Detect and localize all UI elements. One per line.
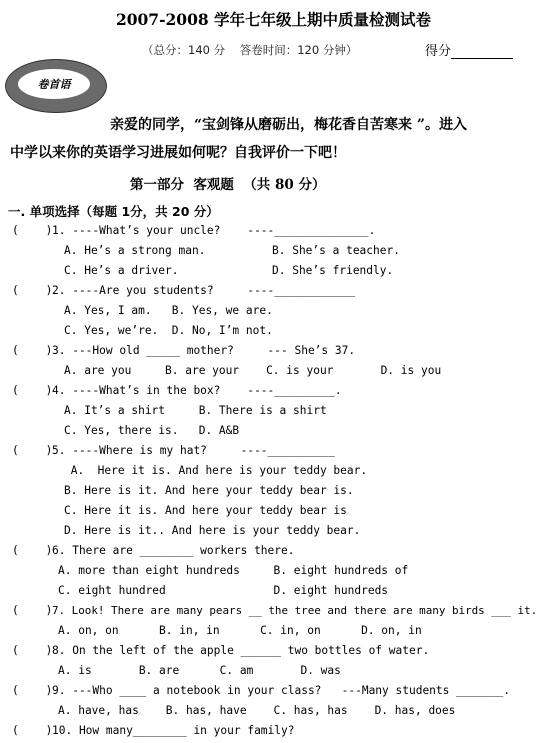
q1-option-b: B. She’s a teacher.	[272, 244, 400, 257]
q3-options: A. are you B. are your C. is your D. is you	[64, 364, 442, 377]
question-1-stem: 1. ----What’s your uncle? ----______________.	[52, 224, 376, 237]
q5-option-a: A. Here it is. And here is your teddy bear.	[64, 464, 368, 477]
score-field	[425, 40, 513, 59]
q5-option-b: B. Here is it. And here your teddy bear is.	[64, 484, 354, 497]
intro-line-2: 中学以来你的英语学习进展如何呢？自我评价一下吧！	[10, 145, 346, 161]
question-5-stem: 5. ----Where is my hat? ----__________	[52, 444, 335, 457]
q8-options: A. is B. are C. am D. was	[58, 664, 341, 677]
answer-paren-7[interactable]: ( )	[12, 604, 53, 617]
q6-options-cd: C. eight hundred D. eight hundreds	[58, 584, 389, 597]
q7-options: A. on, on B. in, in C. in, on D. on, in	[58, 624, 422, 637]
answer-paren-3[interactable]: ( )	[12, 344, 53, 357]
answer-paren-4[interactable]: ( )	[12, 384, 53, 397]
question-4-stem: 4. ----What’s in the box? ----_________.	[52, 384, 342, 397]
question-8-stem: 8. On the left of the apple ______ two bottles of water.	[52, 644, 430, 657]
q4-options-ab: A. It’s a shirt B. There is a shirt	[64, 404, 327, 417]
answer-paren-8[interactable]: ( )	[12, 644, 53, 657]
q5-option-c: C. Here it is. And here your teddy bear is	[64, 504, 347, 517]
section-one-heading: 一. 单项选择（每题 1分，共 20 分）	[8, 204, 219, 219]
question-6-stem: 6. There are ________ workers there.	[52, 544, 295, 557]
part-one-title: 第一部分 客观题 （共 80 分）	[130, 177, 326, 193]
page-title: 2007-2008 学年七年级上期中质量检测试卷	[115, 10, 432, 29]
q9-options: A. have, has B. has, have C. has, has D. has, does	[58, 704, 456, 717]
answer-paren-5[interactable]: ( )	[12, 444, 53, 457]
answer-paren-9[interactable]: ( )	[12, 684, 53, 697]
intro-line-1: 亲爱的同学，“宝剑锋从磨砺出，梅花香自苦寒来 ”。进入	[110, 117, 467, 133]
answer-paren-10[interactable]: ( )	[12, 724, 53, 737]
answer-paren-1[interactable]: ( )	[12, 224, 53, 237]
q2-options-cd: C. Yes, we’re. D. No, I’m not.	[64, 324, 273, 337]
question-10-stem: 10. How many________ in your family?	[52, 724, 295, 737]
answer-paren-6[interactable]: ( )	[12, 544, 53, 557]
question-9-stem: 9. ---Who ____ a notebook in your class? ---Many students _______.	[52, 684, 511, 697]
score-label: 得分	[425, 44, 452, 59]
q5-option-d: D. Here is it.. And here is your teddy bear.	[64, 524, 361, 537]
exam-info: （总分：140 分 答卷时间：120 分钟）	[142, 43, 358, 57]
q4-options-cd: C. Yes, there is. D. A&B	[64, 424, 240, 437]
q1-option-c: C. He’s a driver.	[64, 264, 179, 277]
answer-paren-2[interactable]: ( )	[12, 284, 53, 297]
preface-badge	[6, 60, 106, 112]
q1-option-d: D. She’s friendly.	[272, 264, 394, 277]
question-2-stem: 2. ----Are you students? ----____________	[52, 284, 356, 297]
q1-option-a: A. He’s a strong man.	[64, 244, 206, 257]
q6-options-ab: A. more than eight hundreds B. eight hundreds of	[58, 564, 409, 577]
question-3-stem: 3. ---How old _____ mother? --- She’s 37.	[52, 344, 356, 357]
q2-options-ab: A. Yes, I am. B. Yes, we are.	[64, 304, 273, 317]
question-7-stem: 7. Look! There are many pears __ the tree and there are many birds ___ it.	[52, 604, 538, 617]
preface-badge-label: 卷首语	[18, 69, 90, 99]
score-blank[interactable]	[451, 45, 513, 59]
